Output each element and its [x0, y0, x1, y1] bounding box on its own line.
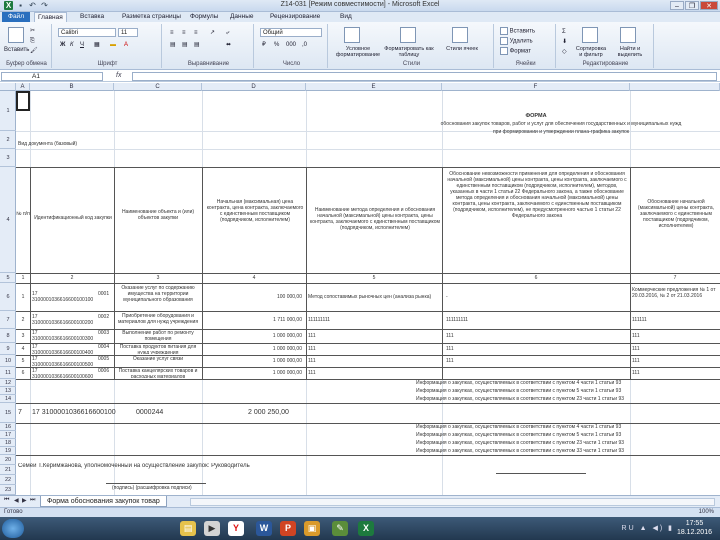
prev-sheet-icon[interactable]: ◀ [14, 498, 19, 504]
table-cell: 3 [21, 333, 25, 339]
title-bar [0, 0, 720, 12]
column-header-d[interactable]: D [202, 83, 306, 91]
selected-cell-a1[interactable] [16, 91, 30, 111]
row-header[interactable]: 23 [0, 485, 16, 495]
row-header[interactable]: 15 [0, 403, 16, 423]
header-num: № п/п [16, 211, 30, 217]
conditional-format-button[interactable]: Условное форматирование [335, 46, 381, 58]
table-cell: 0001 [98, 291, 110, 297]
header-object: Наименование объекта и (или) объектов закупки [121, 209, 195, 221]
media-player-icon[interactable]: ▶ [204, 521, 220, 536]
row-header[interactable]: 14 [0, 395, 16, 403]
table-cell: 2 [21, 317, 25, 323]
form-title: ФОРМА [525, 113, 547, 119]
formula-bar [0, 71, 720, 82]
header-extra: Обоснование начальной (максимальной) цены контракта, заключаемого с единственным поставщиком (подрядчиком, исполнителем) [637, 199, 715, 229]
number-format-select[interactable]: Общий [260, 28, 322, 37]
group-cells [496, 24, 556, 68]
fx-icon[interactable]: fx [116, 72, 122, 79]
signature-text: Семей Т.Керимжанова, уполномоченный на осуществление закупок: Руководитель [18, 463, 250, 469]
tab-review[interactable]: Рецензирование [270, 13, 321, 20]
table-border [442, 167, 443, 379]
font-color-icon[interactable]: A [124, 42, 129, 48]
group-editing [558, 24, 654, 68]
fill-color-icon[interactable]: ▬ [110, 42, 116, 48]
name-box[interactable]: A1 [1, 72, 103, 81]
table-border [30, 167, 31, 379]
info-line: Информация о закупках, осуществляемых в соответствии с пунктом 5 части 1 статьи 93 [416, 432, 622, 438]
sort-filter-button[interactable]: Сортировка и фильтр [575, 46, 607, 58]
column-header-a[interactable]: A [16, 83, 30, 91]
taskbar [0, 517, 720, 540]
header-justification: Обоснование невозможности применения для определения и обоснования начальной (максимальной) цены контракта, цены контракта, заключаемого с единственным поставщиком (подрядчиком, исполнителем), методов, указанных в части 1 статьи 22 Федерального закона, а также обоснование метода определения и обоснования начальной (максимальной) цены контракта, цены контракта, заключаемого с единственным поставщиком (подрядчиком, исполнителем), не предусмотренного частью 1 статьи 22 Федерального закона [447, 171, 627, 219]
row-header[interactable]: 6 [0, 283, 16, 311]
group-label: Буфер обмена [6, 61, 47, 67]
row-header[interactable]: 12 [0, 379, 16, 387]
table-cell: 6 [21, 370, 25, 376]
table-cell: 1 711 000,00 [273, 317, 302, 323]
table-cell: 100 000,00 [276, 294, 302, 300]
table-border [16, 167, 720, 168]
column-header-g[interactable] [630, 83, 720, 91]
table-border [16, 403, 720, 404]
table-border [16, 273, 720, 274]
table-cell: 1 000 000,00 [272, 358, 302, 364]
bold-button[interactable]: Ж [60, 42, 66, 48]
status-bar [0, 507, 720, 517]
row-header[interactable]: 16 [0, 423, 16, 431]
delete-icon [500, 37, 508, 45]
table-cell: 17 3100001036616600100600 [32, 368, 94, 380]
undo-icon[interactable]: ↶ [29, 1, 36, 10]
group-number [256, 24, 328, 68]
last-sheet-icon[interactable]: ⏭ [30, 497, 36, 503]
table-cell: 0004 [98, 344, 110, 350]
table-cell: 111 [308, 358, 316, 364]
info-line: Информация о закупках, осуществляемых в соответствии с пунктом 5 части 1 статьи 93 [416, 388, 622, 394]
maximize-button[interactable]: ❐ [685, 1, 699, 10]
col-number: 6 [534, 275, 538, 281]
row-header[interactable]: 1 [0, 91, 16, 131]
copy-icon[interactable]: ⎘ [30, 38, 35, 44]
table-cell: 111 [446, 333, 454, 339]
table-cell: 1 000 000,00 [272, 333, 302, 339]
format-as-table-button[interactable]: Форматировать как таблицу [384, 46, 434, 58]
table-cell: Поставка канцелярских товаров и расходных материалов [118, 368, 198, 378]
info-line: Информация о закупках, осуществляемых в соответствии с пунктом 23 части 1 статьи 93 [416, 396, 625, 402]
table-cell: 4 [21, 346, 25, 352]
table-cell: 17 3100001036616600100100 [32, 291, 94, 303]
format-icon [500, 47, 508, 55]
merge-center-icon[interactable]: ⬌ [226, 42, 232, 48]
cell-styles-icon[interactable] [452, 27, 468, 43]
table-cell: 111111111 [308, 317, 331, 323]
info-line: Информация о закупках, осуществляемых в соответствии с пунктом 4 части 1 статьи 93 [416, 424, 622, 430]
clear-icon[interactable]: ◇ [562, 49, 567, 55]
align-center-icon[interactable]: ▤ [182, 42, 188, 48]
redo-icon[interactable]: ↷ [41, 1, 48, 10]
row-header[interactable]: 22 [0, 475, 16, 485]
powerpoint-icon[interactable]: P [280, 521, 296, 536]
sheet-tab-active[interactable]: Форма обоснования закупок товар [40, 496, 167, 507]
autosum-icon[interactable]: Σ [562, 29, 566, 35]
paste-icon[interactable] [8, 27, 24, 43]
italic-button[interactable]: К [70, 42, 74, 48]
font-name-select[interactable]: Calibri [58, 28, 116, 37]
clock-date: 18.12.2016 [676, 529, 712, 536]
sheet-tab-bar [0, 495, 720, 507]
find-select-button[interactable]: Найти и выделить [617, 46, 643, 58]
table-cell: 0006 [98, 368, 110, 374]
table-cell: 111 [632, 370, 640, 376]
tab-formulas[interactable]: Формулы [190, 13, 219, 20]
row-header[interactable]: 2 [0, 131, 16, 149]
format-cells-button[interactable] [500, 47, 531, 56]
table-cell: 111111 [632, 317, 647, 323]
worksheet-grid[interactable] [16, 91, 720, 495]
find-select-icon[interactable] [620, 27, 636, 43]
header-method: Наименование метода определения и обоснования начальной (максимальной) цены контракта, цены контракта, заключаемого с единственным поставщиком (подрядчиком, исполнителем) [310, 207, 440, 231]
insert-label: Вставить [509, 28, 536, 35]
group-label: Выравнивание [187, 61, 230, 67]
header-ikz: Идентификационный код закупки [34, 215, 112, 221]
cut-icon[interactable]: ✂ [30, 28, 36, 34]
ribbon-tabs [0, 12, 720, 22]
cell-styles-button[interactable]: Стили ячеек [446, 46, 478, 52]
row-headers [0, 91, 16, 495]
table-cell: Приобретение оборудования и материалов для нужд учреждения [117, 313, 199, 325]
column-header-f[interactable]: F [442, 83, 630, 91]
wrap-text-icon[interactable]: ⤶ [226, 30, 230, 36]
window-title: Z14-031 [Режим совместимости] - Microsoft Excel [280, 1, 440, 8]
group-label: Число [282, 61, 301, 67]
group-clipboard [2, 24, 52, 68]
signature-line [496, 473, 586, 474]
tab-page-layout[interactable]: Разметка страницы [122, 13, 181, 20]
table-cell: 1 [21, 294, 25, 300]
info-line: Информация о закупках, осуществляемых в соответствии с пунктом 23 части 1 статьи 93 [416, 440, 625, 446]
excel-logo-icon[interactable]: X [5, 1, 12, 10]
row-header[interactable]: 10 [0, 355, 16, 367]
column-header-e[interactable]: E [306, 83, 442, 91]
close-button[interactable]: ✕ [700, 1, 718, 10]
yandex-browser-icon[interactable]: Y [228, 521, 244, 536]
table-cell: 17 3100001036616600100500 [32, 356, 94, 368]
tab-view[interactable]: Вид [340, 13, 352, 20]
status-text: Готово [4, 509, 23, 515]
table-cell: 1 000 000,00 [272, 346, 302, 352]
table-cell: 111111111 [446, 317, 469, 323]
col-number: 7 [673, 275, 677, 281]
table-border [306, 167, 307, 379]
file-explorer-icon[interactable]: ▤ [180, 521, 196, 536]
row-header[interactable]: 19 [0, 447, 16, 455]
table-cell: 5 [21, 358, 25, 364]
tab-data[interactable]: Данные [230, 13, 254, 20]
table-cell: 111 [632, 346, 640, 352]
row-header[interactable]: 13 [0, 387, 16, 395]
table-cell: Оказание услуг связи [132, 356, 184, 362]
row-header[interactable]: 18 [0, 439, 16, 447]
align-middle-icon[interactable]: ≡ [182, 30, 186, 36]
table-cell: Коммерческие предложения № 1 от 20.03.2016, № 2 от 21.03.2016 [632, 287, 716, 299]
group-alignment [164, 24, 254, 68]
col-number: 5 [372, 275, 376, 281]
table-cell: 111 [308, 346, 316, 352]
select-all-corner[interactable] [0, 83, 16, 91]
row-header[interactable]: 3 [0, 149, 16, 167]
next-sheet-icon[interactable]: ▶ [22, 498, 27, 504]
minimize-button[interactable]: – [670, 1, 684, 10]
start-button-icon[interactable] [2, 519, 24, 538]
group-label: Стили [402, 61, 421, 67]
tab-home[interactable]: Главная [34, 12, 67, 22]
font-size-select[interactable]: 11 [118, 28, 138, 37]
col-number: 3 [156, 275, 160, 281]
table-cell: 0003 [98, 330, 110, 336]
table-cell: 111 [632, 358, 640, 364]
customer-label: Вид документа (базовый) [18, 141, 78, 147]
row-header[interactable]: 11 [0, 367, 16, 379]
table-cell: 17 3100001036616600100300 [32, 330, 94, 342]
word-icon[interactable]: W [256, 521, 272, 536]
table-cell: Выполнение работ по ремонту помещения [122, 330, 194, 342]
total-ikz: 17 3100001036616600100 [32, 409, 116, 416]
table-border [16, 311, 720, 312]
table-cell: 17 3100001036616600100400 [32, 344, 94, 356]
info-line: Информация о закупках, осуществляемых в соответствии с пунктом 33 части 1 статьи 93 [416, 448, 625, 454]
currency-icon[interactable]: ₽ [262, 42, 266, 48]
group-font [54, 24, 162, 68]
table-cell: 0002 [98, 314, 110, 320]
paste-button[interactable]: Вставить [4, 47, 30, 53]
row-header[interactable]: 9 [0, 343, 16, 355]
insert-cells-button[interactable] [500, 27, 535, 36]
table-cell: 111 [632, 333, 640, 339]
total-code: 0000244 [136, 409, 164, 416]
form-subtitle-1: обоснования закупок товаров, работ и услуг для обеспечения государственных и муниципальных нужд [440, 121, 682, 127]
table-border [16, 455, 720, 456]
form-subtitle-2: при формировании и утверждении плана-графика закупок [492, 129, 630, 135]
fill-icon[interactable]: ⬇ [562, 39, 568, 45]
zoom-level[interactable]: 100% [698, 509, 714, 515]
format-label: Формат [509, 48, 531, 55]
column-headers [0, 83, 720, 91]
paint-icon[interactable]: ✎ [332, 521, 348, 536]
align-left-icon[interactable]: ▤ [170, 42, 176, 48]
format-table-icon[interactable] [400, 27, 416, 43]
row-header[interactable]: 17 [0, 431, 16, 439]
tab-insert[interactable]: Вставка [80, 13, 105, 20]
system-tray[interactable]: RU ▲ ◀) ▮ [621, 525, 674, 532]
total-num: 7 [18, 409, 22, 416]
table-border [630, 167, 631, 379]
row-header[interactable]: 20 [0, 455, 16, 465]
first-sheet-icon[interactable]: ⏮ [4, 497, 10, 503]
align-bottom-icon[interactable]: ≡ [194, 30, 198, 36]
excel-icon[interactable]: X [358, 521, 374, 536]
signature-sub: (подпись) (расшифровка подписи) [112, 485, 192, 491]
table-cell: Метод сопоставимых рыночных цен (анализа рынка) [308, 294, 432, 300]
archive-icon[interactable]: ▣ [304, 521, 320, 536]
conditional-format-icon[interactable] [344, 27, 360, 43]
table-border [202, 167, 203, 379]
row-header[interactable]: 7 [0, 311, 16, 329]
thousands-icon[interactable]: 000 [286, 42, 297, 48]
col-number: 4 [252, 275, 256, 281]
row-header[interactable]: 5 [0, 273, 16, 283]
clock-time: 17:55 [685, 520, 704, 527]
formula-input[interactable] [132, 72, 717, 81]
format-painter-icon[interactable]: 🖌 [30, 48, 38, 54]
table-cell: Поставка продуктов питания для нужд учреждения [119, 344, 197, 354]
row-header[interactable]: 8 [0, 329, 16, 343]
row-header[interactable]: 21 [0, 465, 16, 475]
align-right-icon[interactable]: ▤ [194, 42, 200, 48]
table-border [16, 283, 720, 284]
table-border [114, 167, 115, 379]
insert-icon [500, 27, 508, 35]
table-cell: 0005 [98, 356, 110, 362]
group-label: Ячейки [515, 61, 536, 67]
header-nmck: Начальная (максимальная) цена контракта, цена контракта, заключаемого с единственным поставщиком (подрядчиком, исполнителем) [206, 199, 304, 223]
window-controls [670, 1, 718, 10]
table-cell: 111 [446, 358, 454, 364]
percent-icon[interactable]: % [274, 42, 280, 48]
group-label: Редактирование [582, 61, 629, 67]
info-line: Информация о закупках, осуществляемых в соответствии с пунктом 4 части 1 статьи 93 [416, 380, 622, 386]
row-header[interactable]: 4 [0, 167, 16, 273]
table-cell: 111 [446, 346, 454, 352]
table-cell: 111 [308, 370, 316, 376]
underline-button[interactable]: Ч [80, 42, 84, 48]
group-styles [330, 24, 494, 68]
column-header-c[interactable]: C [114, 83, 202, 91]
col-number: 2 [70, 275, 74, 281]
signature-line [106, 483, 206, 484]
sort-filter-icon[interactable] [582, 27, 598, 43]
table-cell: 1 000 000,00 [272, 370, 302, 376]
ribbon [0, 22, 720, 70]
align-top-icon[interactable]: ≡ [170, 30, 174, 36]
save-icon[interactable]: ▪ [19, 1, 22, 10]
delete-label: Удалить [509, 38, 533, 45]
table-cell: 17 3100001036616600100200 [32, 314, 94, 326]
delete-cells-button[interactable] [500, 37, 533, 46]
table-cell: - [446, 294, 448, 300]
decimal-icon[interactable]: ,0 [302, 42, 308, 48]
col-number: 1 [21, 275, 25, 281]
table-cell: Оказание услуг по содержанию имущества на территории муниципального образования [121, 285, 195, 303]
tab-file[interactable]: Файл [2, 12, 30, 22]
table-cell: 111 [308, 333, 316, 339]
clock[interactable] [677, 519, 712, 537]
total-price: 2 000 250,00 [248, 409, 289, 416]
orientation-icon[interactable]: ↗ [210, 30, 216, 36]
horizontal-scrollbar[interactable] [190, 498, 715, 506]
group-label: Шрифт [97, 61, 118, 67]
borders-icon[interactable]: ▦ [94, 42, 100, 48]
column-header-b[interactable]: B [30, 83, 114, 91]
